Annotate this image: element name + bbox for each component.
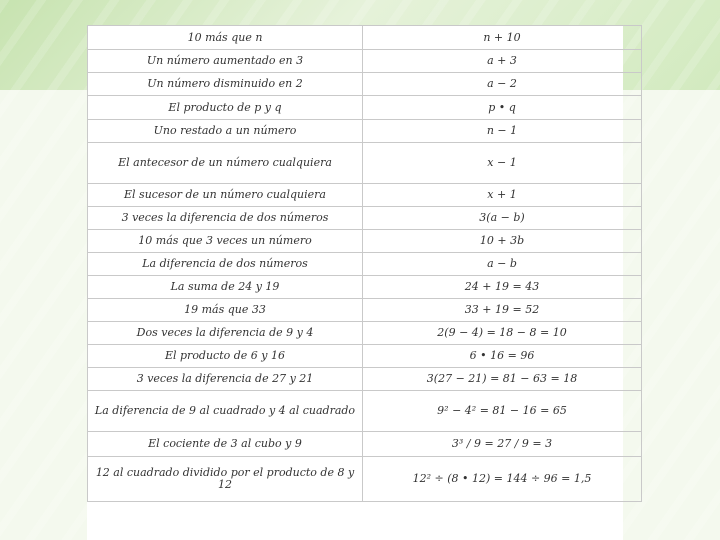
table-row — [88, 96, 642, 120]
expression-cell: 3³ / 9 = 27 / 9 = 3 — [363, 432, 642, 457]
phrase-cell: Un número aumentado en 3 — [88, 50, 363, 73]
table-row — [88, 276, 642, 299]
table-row — [88, 457, 642, 502]
phrase-cell: Dos veces la diferencia de 9 y 4 — [88, 322, 363, 345]
table-row — [88, 207, 642, 230]
table-row — [88, 253, 642, 276]
phrase-cell: 3 veces la diferencia de 27 y 21 — [88, 368, 363, 391]
expression-cell: 24 + 19 = 43 — [363, 276, 642, 299]
expression-cell: 6 • 16 = 96 — [363, 345, 642, 368]
expressions-table — [87, 25, 642, 502]
phrase-cell: 10 más que n — [88, 26, 363, 50]
phrase-cell: 3 veces la diferencia de dos números — [88, 207, 363, 230]
phrase-cell: La suma de 24 y 19 — [88, 276, 363, 299]
expression-cell: a − b — [363, 253, 642, 276]
table-row — [88, 299, 642, 322]
phrase-cell: El producto de p y q — [88, 96, 363, 120]
phrase-cell: 10 más que 3 veces un número — [88, 230, 363, 253]
table-row — [88, 345, 642, 368]
phrase-cell: El producto de 6 y 16 — [88, 345, 363, 368]
table-row — [88, 50, 642, 73]
phrase-cell: 12 al cuadrado dividido por el producto de 8 y 12 — [88, 457, 363, 502]
expression-cell: n + 10 — [363, 26, 642, 50]
phrase-cell: El cociente de 3 al cubo y 9 — [88, 432, 363, 457]
table-row — [88, 391, 642, 432]
table-row — [88, 73, 642, 96]
phrase-cell: El antecesor de un número cualquiera — [88, 143, 363, 184]
expression-cell: 12² ÷ (8 • 12) = 144 ÷ 96 = 1,5 — [363, 457, 642, 502]
expression-cell: p • q — [363, 96, 642, 120]
table-row — [88, 368, 642, 391]
expression-cell: x + 1 — [363, 184, 642, 207]
expression-cell: 3(27 − 21) = 81 − 63 = 18 — [363, 368, 642, 391]
table-row — [88, 143, 642, 184]
phrase-cell: Uno restado a un número — [88, 120, 363, 143]
table-row — [88, 120, 642, 143]
table-row — [88, 322, 642, 345]
expression-cell: 33 + 19 = 52 — [363, 299, 642, 322]
phrase-cell: La diferencia de dos números — [88, 253, 363, 276]
expression-cell: 10 + 3b — [363, 230, 642, 253]
expression-cell: a + 3 — [363, 50, 642, 73]
table-row — [88, 230, 642, 253]
table-row — [88, 184, 642, 207]
table-row — [88, 26, 642, 50]
phrase-cell: La diferencia de 9 al cuadrado y 4 al cuadrado — [88, 391, 363, 432]
expression-cell: a − 2 — [363, 73, 642, 96]
phrase-cell: Un número disminuido en 2 — [88, 73, 363, 96]
phrase-cell: 19 más que 33 — [88, 299, 363, 322]
expression-cell: 9² − 4² = 81 − 16 = 65 — [363, 391, 642, 432]
expression-cell: x − 1 — [363, 143, 642, 184]
expression-cell: n − 1 — [363, 120, 642, 143]
table-row — [88, 432, 642, 457]
expression-cell: 2(9 − 4) = 18 − 8 = 10 — [363, 322, 642, 345]
phrase-cell: El sucesor de un número cualquiera — [88, 184, 363, 207]
expression-cell: 3(a − b) — [363, 207, 642, 230]
